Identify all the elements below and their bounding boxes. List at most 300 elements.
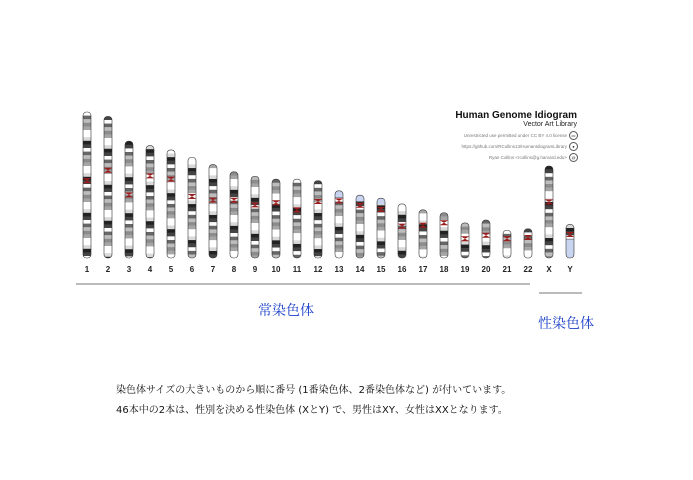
chromosome-band — [545, 213, 553, 217]
chromosome-band — [125, 238, 133, 242]
chromosome-16 — [398, 204, 407, 274]
chromosome-band — [356, 235, 364, 239]
chromosome-band — [314, 213, 322, 217]
chromosome-band — [104, 185, 112, 189]
chromosome-band — [104, 181, 112, 185]
chromosome-band — [377, 249, 385, 253]
chromosome-band — [188, 200, 196, 204]
chromosome-band — [419, 239, 427, 243]
chromosome-band — [104, 203, 112, 207]
chromosome-band — [188, 233, 196, 237]
chromosome-band — [251, 187, 259, 191]
chromosome-label: 7 — [210, 265, 216, 274]
chromosome-band — [335, 241, 343, 245]
chromosome-band — [440, 242, 448, 246]
chromosome-band — [482, 249, 490, 253]
chromosome-band — [314, 235, 322, 239]
chromosome-band — [104, 145, 112, 149]
cc-icon: cc — [569, 131, 578, 140]
chromosome-band — [146, 192, 154, 196]
chromosome-label: Y — [567, 265, 573, 274]
chromosome-band — [272, 219, 280, 223]
chromosome-band — [209, 222, 217, 226]
chromosome-band — [209, 240, 217, 244]
chromosome-band — [125, 199, 133, 203]
chromosome-band — [482, 252, 490, 256]
chromosome-band — [209, 244, 217, 248]
chromosome-band — [104, 138, 112, 142]
chromosome-band — [461, 227, 469, 231]
chromosome-band — [146, 167, 154, 171]
chromosome-band — [524, 247, 532, 251]
chromosome-label: 5 — [168, 265, 174, 274]
chromosome-band — [545, 177, 553, 181]
chromosome-band — [104, 232, 112, 236]
chromosome-band — [146, 178, 154, 182]
chromosome-band — [146, 246, 154, 250]
chromosome-band — [356, 220, 364, 224]
chromosome-band — [125, 166, 133, 170]
chromosome-band — [293, 194, 301, 198]
chromosome-band — [146, 203, 154, 207]
chromosome-band — [209, 172, 217, 176]
chromosome-band — [398, 244, 406, 248]
chromosome-band — [335, 245, 343, 249]
chromosome-13 — [335, 191, 344, 274]
chromosome-band — [335, 205, 343, 209]
chromosome-band — [188, 211, 196, 215]
chromosome-band — [335, 227, 343, 231]
figure-subtitle: Vector Art Library — [523, 121, 577, 128]
chromosome-band — [335, 223, 343, 227]
chromosome-band — [104, 156, 112, 160]
chromosome-band — [104, 127, 112, 131]
chromosome-band — [146, 156, 154, 160]
chromosome-band — [545, 173, 553, 177]
chromosome-band — [104, 192, 112, 196]
chromosome-band — [125, 163, 133, 167]
chromosome-band — [104, 210, 112, 214]
chromosome-band — [167, 157, 175, 161]
chromosome-band — [209, 186, 217, 190]
chromosome-band — [293, 222, 301, 226]
chromosome-X — [545, 166, 554, 274]
chromosome-band — [104, 131, 112, 135]
chromosome-band — [482, 245, 490, 249]
chromosome-band — [251, 245, 259, 249]
chromosome-band — [545, 209, 553, 213]
chromosome-band — [251, 237, 259, 241]
chromosome-band — [545, 188, 553, 192]
chromosome-band — [125, 184, 133, 188]
chromosome-band — [293, 201, 301, 205]
chromosome-band — [230, 251, 238, 255]
chromosome-band — [356, 210, 364, 214]
chromosome-band — [377, 216, 385, 220]
chromosome-21 — [503, 230, 512, 274]
chromosome-label: 9 — [252, 265, 258, 274]
chromosome-band — [83, 227, 91, 231]
chromosome-band — [293, 190, 301, 194]
chromosome-band — [293, 226, 301, 230]
chromosome-band — [419, 231, 427, 235]
chromosome-band — [272, 183, 280, 187]
chromosome-band — [104, 142, 112, 146]
chromosome-band — [440, 245, 448, 249]
chromosome-band — [356, 213, 364, 217]
chromosome-band — [188, 175, 196, 179]
chromosome-band — [272, 186, 280, 190]
chromosome-band — [272, 212, 280, 216]
chromosome-band — [482, 224, 490, 228]
chromosome-band — [167, 233, 175, 237]
chromosome-band — [209, 215, 217, 219]
chromosome-band — [146, 153, 154, 157]
chromosome-band — [167, 197, 175, 201]
chromosome-band — [377, 234, 385, 238]
github-link[interactable]: https://github.com/RCollins13/HumanIdiogramLibrary — [461, 144, 567, 149]
chromosome-band — [83, 238, 91, 242]
chromosome-band — [230, 211, 238, 215]
chromosome-band — [335, 209, 343, 213]
chromosome-band — [377, 220, 385, 224]
chromosome-band — [83, 184, 91, 188]
chromosome-band — [167, 218, 175, 222]
chromosome-band — [83, 126, 91, 130]
chromosome-band — [83, 245, 91, 249]
chromosome-band — [251, 198, 259, 202]
chromosome-band — [545, 245, 553, 249]
chromosome-band — [251, 230, 259, 234]
chromosome-band — [230, 193, 238, 197]
chromosome-label: 3 — [126, 265, 132, 274]
chromosome-label: 4 — [147, 265, 153, 274]
chromosome-band — [545, 220, 553, 224]
chromosome-band — [440, 231, 448, 235]
chromosome-band — [482, 242, 490, 246]
chromosome-band — [524, 250, 532, 254]
chromosome-band — [146, 189, 154, 193]
chromosome-band — [167, 200, 175, 204]
chromosome-band — [293, 237, 301, 241]
chromosome-band — [230, 247, 238, 251]
chromosome-band — [83, 173, 91, 177]
chromosome-band — [335, 238, 343, 242]
chromosome-band — [125, 242, 133, 246]
chromosome-band — [104, 235, 112, 239]
chromosome-band — [335, 234, 343, 238]
chromosome-band — [188, 251, 196, 255]
chromosome-12 — [314, 181, 323, 274]
chromosome-band — [188, 247, 196, 251]
chromosome-band — [146, 225, 154, 229]
chromosome-band — [377, 223, 385, 227]
chromosome-band — [314, 227, 322, 231]
chromosome-band — [314, 184, 322, 188]
chromosome-band — [188, 179, 196, 183]
chromosome-band — [461, 248, 469, 252]
chromosome-band — [209, 190, 217, 194]
chromosome-band — [356, 256, 364, 260]
chromosome-1 — [83, 112, 92, 274]
chromosome-band — [461, 252, 469, 256]
chromosome-band — [545, 252, 553, 256]
chromosome-band — [146, 236, 154, 240]
chromosome-band — [104, 221, 112, 225]
chromosome-band — [167, 258, 175, 262]
chromosome-band — [209, 179, 217, 183]
chromosome-band — [251, 227, 259, 231]
chromosome-band — [524, 243, 532, 247]
chromosome-band — [209, 233, 217, 237]
chromosome-band — [188, 182, 196, 186]
chromosome-band — [83, 166, 91, 170]
chromosome-band — [440, 249, 448, 253]
chromosome-band — [125, 249, 133, 253]
chromosome-band — [251, 252, 259, 256]
chromosome-band — [545, 224, 553, 228]
chromosome-11 — [293, 179, 302, 274]
caption-line-2: 46本中の2本は、性別を決める性染色体 (XとY) で、男性はXY、女性はXXとなります。 — [116, 405, 508, 416]
chromosome-band — [545, 231, 553, 235]
chromosome-band — [398, 218, 406, 222]
chromosome-band — [230, 244, 238, 248]
chromosome-label: 1 — [84, 265, 90, 274]
email-icon: @ — [569, 153, 578, 162]
chromosome-band — [377, 245, 385, 249]
chromosome-band — [209, 204, 217, 208]
chromosome-band — [188, 215, 196, 219]
chromosome-band — [293, 248, 301, 252]
chromosome-band — [125, 217, 133, 221]
chromosome-label: 14 — [355, 265, 365, 274]
chromosome-band — [209, 208, 217, 212]
chromosome-band — [83, 242, 91, 246]
chromosome-band — [83, 191, 91, 195]
chromosome-band — [188, 229, 196, 233]
chromosome-band — [314, 231, 322, 235]
chromosome-band — [125, 253, 133, 257]
chromosome-band — [104, 124, 112, 128]
chromosome-band — [125, 177, 133, 181]
chromosome-band — [125, 231, 133, 235]
chromosome-band — [104, 228, 112, 232]
chromosome-band — [545, 216, 553, 220]
chromosome-band — [104, 134, 112, 138]
chromosome-band — [146, 182, 154, 186]
chromosome-band — [356, 246, 364, 250]
heterochromatin-region — [335, 191, 343, 198]
chromosome-band — [83, 188, 91, 192]
chromosome-band — [125, 206, 133, 210]
chromosome-band — [419, 253, 427, 257]
chromosome-band — [230, 186, 238, 190]
chromosome-band — [146, 149, 154, 153]
chromosome-band — [230, 233, 238, 237]
chromosome-band — [398, 211, 406, 215]
chromosome-band — [83, 162, 91, 166]
chromosome-band — [272, 215, 280, 219]
chromosome-band — [209, 219, 217, 223]
chromosome-18 — [440, 213, 449, 274]
chromosome-band — [398, 240, 406, 244]
chromosome-band — [104, 199, 112, 203]
chromosome-band — [167, 172, 175, 176]
chromosome-band — [398, 233, 406, 237]
chromosome-band — [251, 191, 259, 195]
chromosome-band — [209, 251, 217, 255]
github-icon: ● — [569, 142, 578, 151]
chromosome-label: 6 — [189, 265, 195, 274]
chromosome-band — [125, 228, 133, 232]
chromosome-Y — [566, 224, 575, 274]
chromosome-band — [398, 247, 406, 251]
chromosome-band — [125, 210, 133, 214]
chromosome-band — [209, 247, 217, 251]
chromosome-band — [104, 214, 112, 218]
chromosome-label: 11 — [292, 265, 302, 274]
chromosome-label: 21 — [502, 265, 512, 274]
chromosome-band — [419, 249, 427, 253]
chromosome-band — [167, 182, 175, 186]
chromosome-band — [167, 211, 175, 215]
chromosome-band — [83, 195, 91, 199]
chromosome-band — [272, 230, 280, 234]
chromosome-band — [146, 196, 154, 200]
chromosome-band — [83, 155, 91, 159]
chromosome-22 — [524, 229, 533, 274]
chromosome-20 — [482, 220, 491, 274]
chromosome-band — [314, 245, 322, 249]
chromosome-band — [188, 240, 196, 244]
chromosome-band — [125, 213, 133, 217]
chromosome-band — [293, 230, 301, 234]
chromosome-band — [83, 209, 91, 213]
chromosome-label: 2 — [105, 265, 111, 274]
chromosome-band — [167, 240, 175, 244]
chromosome-7 — [209, 165, 218, 274]
chromosome-band — [419, 246, 427, 250]
chromosome-band — [251, 241, 259, 245]
chromosome-3 — [125, 141, 134, 274]
chromosome-band — [146, 218, 154, 222]
chromosome-band — [146, 228, 154, 232]
chromosome-band — [125, 145, 133, 149]
chromosome-band — [146, 221, 154, 225]
chromosome-band — [251, 248, 259, 252]
chromosome-band — [167, 222, 175, 226]
chromosome-band — [167, 226, 175, 230]
caption-line-1: 染色体サイズの大きいものから順に番号 (1番染色体、2番染色体など) が付いています。 — [116, 385, 512, 396]
author-contact[interactable]: Ryan Collins <rcollins@g.harvard.edu> — [488, 155, 567, 160]
chromosome-band — [230, 222, 238, 226]
chromosome-band — [83, 141, 91, 145]
chromosome-band — [314, 253, 322, 257]
chromosome-6 — [188, 157, 197, 274]
chromosome-band — [167, 186, 175, 190]
chromosome-band — [146, 232, 154, 236]
chromosome-band — [545, 180, 553, 184]
chromosome-band — [482, 238, 490, 242]
chromosome-band — [419, 213, 427, 217]
chromosome-label: 13 — [334, 265, 344, 274]
chromosome-band — [545, 249, 553, 253]
chromosome-band — [230, 226, 238, 230]
chromosome-band — [83, 198, 91, 202]
heterochromatin-region — [566, 240, 574, 258]
chromosome-band — [104, 246, 112, 250]
chromosome-band — [314, 249, 322, 253]
chromosome-band — [461, 241, 469, 245]
chromosome-band — [272, 240, 280, 244]
chromosome-band — [125, 224, 133, 228]
chromosome-band — [272, 190, 280, 194]
chromosome-band — [104, 217, 112, 221]
chromosome-band — [440, 234, 448, 238]
chromosome-band — [377, 231, 385, 235]
chromosome-band — [167, 168, 175, 172]
chromosome-band — [398, 229, 406, 233]
chromosome-band — [188, 218, 196, 222]
chromosome-band — [314, 224, 322, 228]
chromosome-band — [167, 215, 175, 219]
chromosome-band — [83, 144, 91, 148]
chromosome-15 — [377, 198, 386, 274]
chromosome-band — [104, 160, 112, 164]
chromosome-band — [251, 209, 259, 213]
chromosome-band — [314, 195, 322, 199]
chromosome-band — [251, 183, 259, 187]
chromosome-band — [440, 227, 448, 231]
chromosome-band — [83, 148, 91, 152]
chromosome-band — [356, 231, 364, 235]
chromosome-band — [104, 242, 112, 246]
chromosome-band — [83, 170, 91, 174]
chromosome-band — [398, 258, 406, 262]
chromosome-band — [293, 186, 301, 190]
chromosome-band — [293, 244, 301, 248]
chromosome-band — [482, 227, 490, 231]
chromosome-band — [230, 215, 238, 219]
chromosome-band — [503, 241, 511, 245]
chromosome-band — [125, 235, 133, 239]
chromosome-band — [167, 208, 175, 212]
chromosome-band — [125, 170, 133, 174]
chromosome-band — [398, 236, 406, 240]
chromosome-band — [503, 252, 511, 256]
chromosome-band — [335, 216, 343, 220]
chromosome-band — [398, 215, 406, 219]
chromosome-band — [545, 195, 553, 199]
chromosome-band — [83, 130, 91, 134]
chromosome-band — [83, 116, 91, 120]
chromosome-band — [167, 193, 175, 197]
chromosome-band — [356, 217, 364, 221]
chromosome-label: 20 — [481, 265, 491, 274]
chromosome-band — [146, 250, 154, 254]
chromosome-band — [545, 206, 553, 210]
chromosome-band — [125, 202, 133, 206]
chromosome-band — [314, 217, 322, 221]
chromosome-band — [545, 234, 553, 238]
chromosome-band — [251, 212, 259, 216]
chromosome-band — [272, 208, 280, 212]
chromosome-band — [83, 152, 91, 156]
chromosome-band — [230, 183, 238, 187]
chromosome-band — [272, 244, 280, 248]
chromosome-17 — [419, 210, 428, 274]
chromosome-label: 8 — [231, 265, 237, 274]
